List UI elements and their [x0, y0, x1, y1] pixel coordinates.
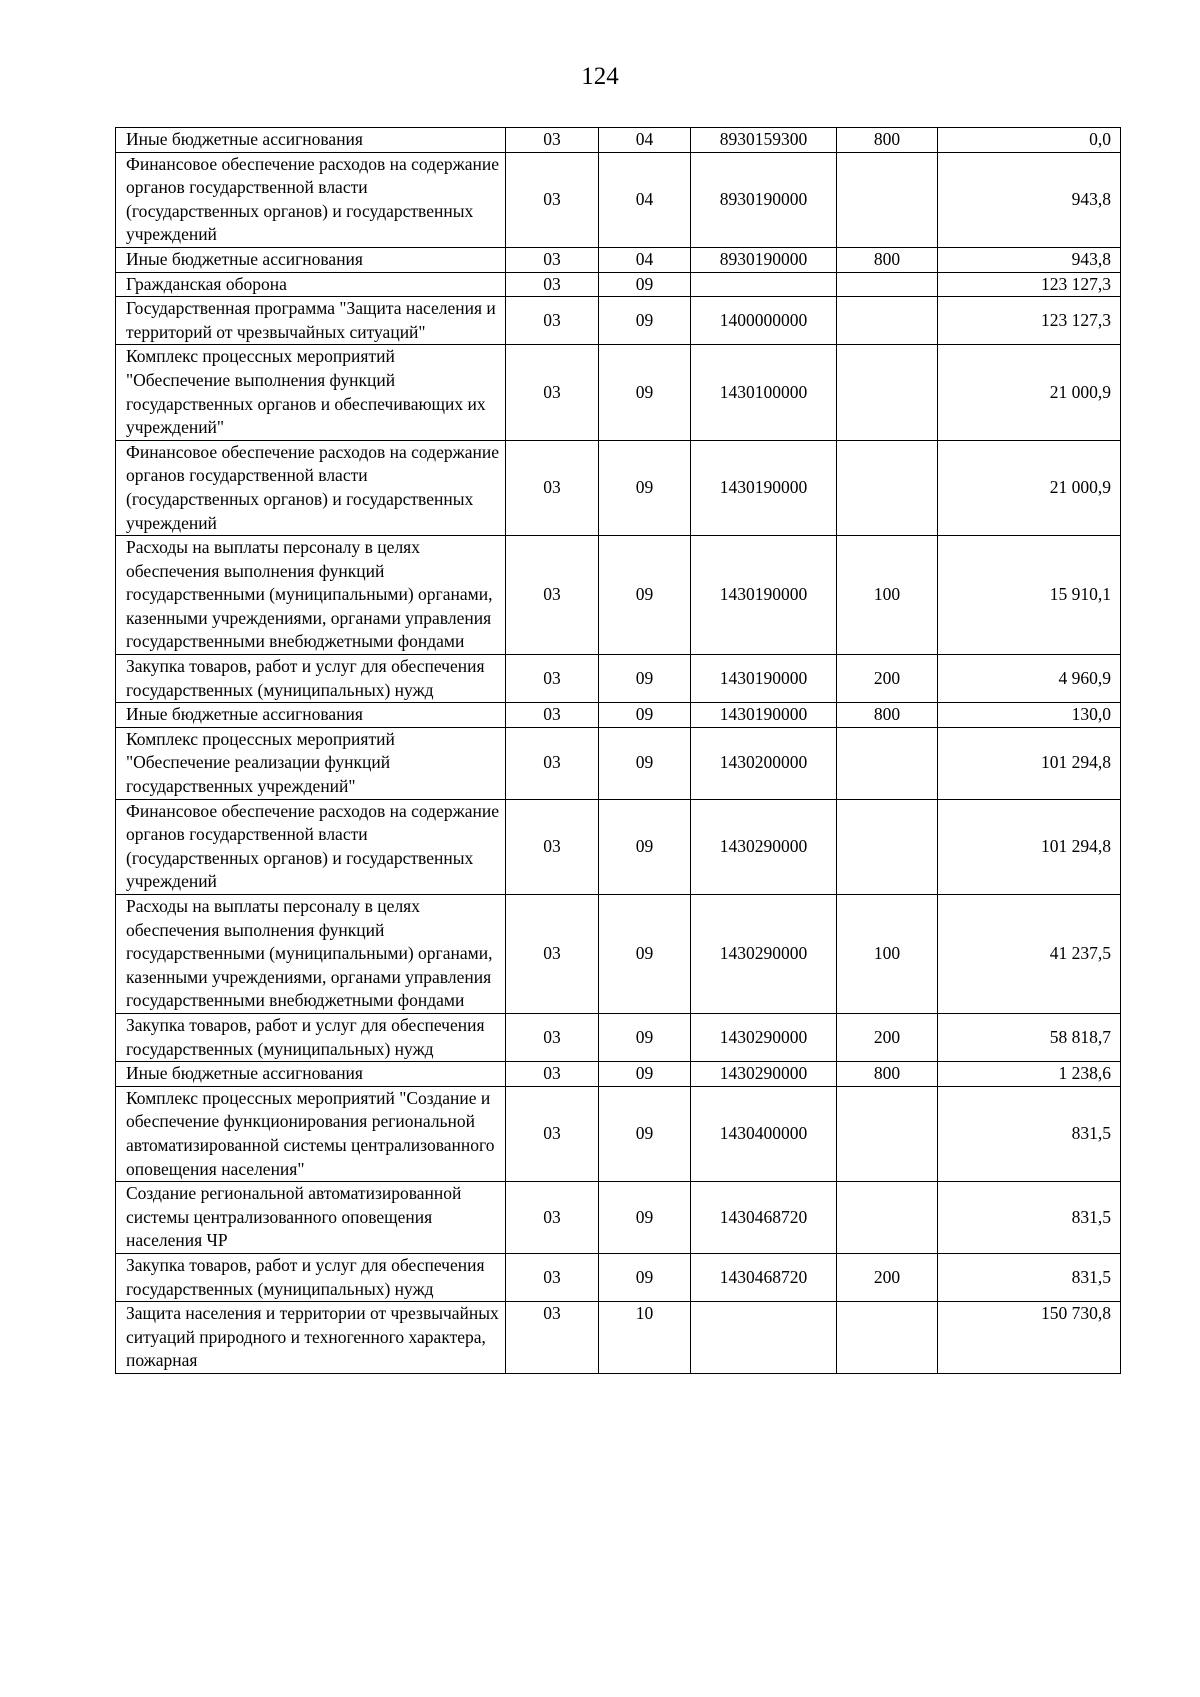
cell-amount: 101 294,8 [938, 799, 1121, 894]
cell-expense-type: 200 [837, 655, 938, 703]
cell-name: Финансовое обеспечение расходов на содержание органов государственной власти (государственных органов) и государственных учреждений [116, 152, 506, 247]
cell-expense-type: 800 [837, 1062, 938, 1087]
table-row [116, 536, 1121, 655]
cell-name: Закупка товаров, работ и услуг для обеспечения государственных (муниципальных) нужд [116, 1013, 506, 1061]
cell-target-article: 1430290000 [691, 799, 837, 894]
cell-expense-type [837, 1086, 938, 1181]
cell-section: 03 [506, 1182, 599, 1254]
cell-section: 03 [506, 1013, 599, 1061]
cell-expense-type: 100 [837, 536, 938, 655]
cell-target-article: 1430468720 [691, 1253, 837, 1301]
cell-section: 03 [506, 297, 599, 345]
cell-amount: 150 730,8 [938, 1302, 1121, 1374]
cell-section: 03 [506, 703, 599, 728]
cell-name: Расходы на выплаты персоналу в целях обеспечения выполнения функций государственными (муниципальными) органами, казенными учреждениями, органами управления государственными внебюджетными фондами [116, 536, 506, 655]
cell-subsection: 04 [599, 247, 691, 272]
table-row [116, 1302, 1121, 1374]
cell-expense-type: 800 [837, 128, 938, 153]
cell-section: 03 [506, 440, 599, 535]
cell-name: Иные бюджетные ассигнования [116, 703, 506, 728]
cell-target-article: 1400000000 [691, 297, 837, 345]
cell-section: 03 [506, 272, 599, 297]
page-number: 124 [581, 63, 619, 90]
cell-target-article: 1430190000 [691, 703, 837, 728]
cell-section: 03 [506, 1253, 599, 1301]
cell-amount: 831,5 [938, 1086, 1121, 1181]
cell-amount: 41 237,5 [938, 895, 1121, 1014]
cell-amount: 58 818,7 [938, 1013, 1121, 1061]
table-row [116, 799, 1121, 894]
cell-subsection: 09 [599, 727, 691, 799]
cell-subsection: 09 [599, 440, 691, 535]
cell-target-article: 1430290000 [691, 1013, 837, 1061]
cell-section: 03 [506, 655, 599, 703]
table-row [116, 895, 1121, 1014]
cell-target-article: 1430290000 [691, 895, 837, 1014]
cell-expense-type [837, 345, 938, 440]
cell-name: Создание региональной автоматизированной системы централизованного оповещения населения ЧР [116, 1182, 506, 1254]
cell-expense-type: 800 [837, 703, 938, 728]
cell-subsection: 09 [599, 297, 691, 345]
cell-target-article: 1430200000 [691, 727, 837, 799]
cell-amount: 21 000,9 [938, 440, 1121, 535]
cell-subsection: 09 [599, 1086, 691, 1181]
cell-target-article [691, 1302, 837, 1374]
cell-amount: 130,0 [938, 703, 1121, 728]
cell-expense-type: 200 [837, 1013, 938, 1061]
cell-name: Комплекс процессных мероприятий "Обеспечение выполнения функций государственных органов и обеспечивающих их учреждений" [116, 345, 506, 440]
cell-expense-type [837, 272, 938, 297]
cell-target-article [691, 272, 837, 297]
table-row [116, 272, 1121, 297]
cell-subsection: 09 [599, 1013, 691, 1061]
cell-name: Государственная программа "Защита населения и территорий от чрезвычайных ситуаций" [116, 297, 506, 345]
cell-name: Защита населения и территории от чрезвычайных ситуаций природного и техногенного характера, пожарная [116, 1302, 506, 1374]
cell-amount: 123 127,3 [938, 297, 1121, 345]
cell-target-article: 1430190000 [691, 655, 837, 703]
table-row [116, 1013, 1121, 1061]
cell-name: Финансовое обеспечение расходов на содержание органов государственной власти (государственных органов) и государственных учреждений [116, 440, 506, 535]
table-row [116, 1253, 1121, 1301]
cell-expense-type [837, 440, 938, 535]
cell-subsection: 09 [599, 655, 691, 703]
cell-amount: 4 960,9 [938, 655, 1121, 703]
cell-section: 03 [506, 1302, 599, 1374]
cell-expense-type: 100 [837, 895, 938, 1014]
table-row [116, 345, 1121, 440]
cell-section: 03 [506, 345, 599, 440]
cell-amount: 15 910,1 [938, 536, 1121, 655]
cell-expense-type: 800 [837, 247, 938, 272]
cell-subsection: 09 [599, 799, 691, 894]
cell-expense-type [837, 799, 938, 894]
cell-amount: 123 127,3 [938, 272, 1121, 297]
cell-subsection: 09 [599, 703, 691, 728]
cell-target-article: 1430468720 [691, 1182, 837, 1254]
cell-amount: 831,5 [938, 1182, 1121, 1254]
cell-name: Закупка товаров, работ и услуг для обеспечения государственных (муниципальных) нужд [116, 1253, 506, 1301]
cell-target-article: 1430290000 [691, 1062, 837, 1087]
cell-subsection: 09 [599, 1253, 691, 1301]
cell-name: Иные бюджетные ассигнования [116, 1062, 506, 1087]
cell-amount: 831,5 [938, 1253, 1121, 1301]
cell-expense-type [837, 1182, 938, 1254]
table-row [116, 440, 1121, 535]
cell-section: 03 [506, 1086, 599, 1181]
cell-target-article: 1430100000 [691, 345, 837, 440]
cell-amount: 943,8 [938, 247, 1121, 272]
cell-expense-type [837, 1302, 938, 1374]
cell-target-article: 8930190000 [691, 247, 837, 272]
cell-amount: 0,0 [938, 128, 1121, 153]
cell-target-article: 1430190000 [691, 440, 837, 535]
cell-name: Закупка товаров, работ и услуг для обеспечения государственных (муниципальных) нужд [116, 655, 506, 703]
cell-name: Комплекс процессных мероприятий "Обеспечение реализации функций государственных учреждений" [116, 727, 506, 799]
cell-subsection: 09 [599, 272, 691, 297]
cell-subsection: 09 [599, 1062, 691, 1087]
cell-subsection: 09 [599, 895, 691, 1014]
table-row [116, 655, 1121, 703]
cell-section: 03 [506, 727, 599, 799]
cell-section: 03 [506, 1062, 599, 1087]
cell-amount: 101 294,8 [938, 727, 1121, 799]
table-row [116, 247, 1121, 272]
table-row [116, 1182, 1121, 1254]
cell-subsection: 09 [599, 536, 691, 655]
table-row [116, 703, 1121, 728]
cell-subsection: 04 [599, 128, 691, 153]
cell-amount: 1 238,6 [938, 1062, 1121, 1087]
budget-allocation-table [115, 127, 1121, 1374]
cell-name: Расходы на выплаты персоналу в целях обеспечения выполнения функций государственными (муниципальными) органами, казенными учреждениями, органами управления государственными внебюджетными фондами [116, 895, 506, 1014]
table-row [116, 1062, 1121, 1087]
cell-section: 03 [506, 128, 599, 153]
table-row [116, 128, 1121, 153]
table-row [116, 152, 1121, 247]
cell-amount: 943,8 [938, 152, 1121, 247]
cell-subsection: 04 [599, 152, 691, 247]
cell-name: Гражданская оборона [116, 272, 506, 297]
cell-subsection: 09 [599, 345, 691, 440]
cell-target-article: 1430190000 [691, 536, 837, 655]
cell-subsection: 09 [599, 1182, 691, 1254]
cell-target-article: 8930190000 [691, 152, 837, 247]
cell-expense-type [837, 727, 938, 799]
cell-expense-type [837, 297, 938, 345]
cell-name: Финансовое обеспечение расходов на содержание органов государственной власти (государственных органов) и государственных учреждений [116, 799, 506, 894]
cell-name: Комплекс процессных мероприятий "Создание и обеспечение функционирования региональной автоматизированной системы централизованного оповещения населения" [116, 1086, 506, 1181]
cell-expense-type: 200 [837, 1253, 938, 1301]
cell-target-article: 8930159300 [691, 128, 837, 153]
cell-name: Иные бюджетные ассигнования [116, 128, 506, 153]
cell-section: 03 [506, 247, 599, 272]
cell-section: 03 [506, 895, 599, 1014]
table-row [116, 727, 1121, 799]
cell-amount: 21 000,9 [938, 345, 1121, 440]
cell-section: 03 [506, 152, 599, 247]
cell-section: 03 [506, 536, 599, 655]
cell-section: 03 [506, 799, 599, 894]
cell-subsection: 10 [599, 1302, 691, 1374]
cell-name: Иные бюджетные ассигнования [116, 247, 506, 272]
table-row [116, 297, 1121, 345]
table-row [116, 1086, 1121, 1181]
cell-expense-type [837, 152, 938, 247]
cell-target-article: 1430400000 [691, 1086, 837, 1181]
